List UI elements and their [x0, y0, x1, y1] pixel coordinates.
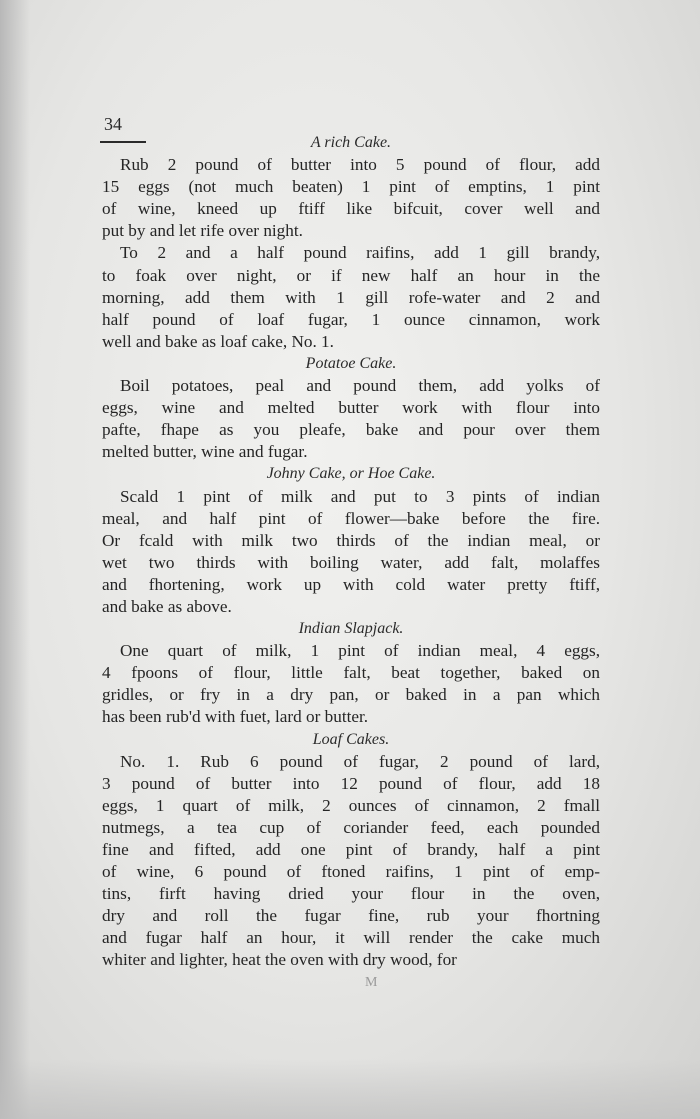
- text-line: One quart of milk, 1 pint of indian meal, 4 eggs,: [120, 641, 600, 661]
- recipe-paragraph: [102, 242, 600, 352]
- text-line: Boil potatoes, peal and pound them, add yolks of: [120, 376, 600, 396]
- text-line: Scald 1 pint of milk and put to 3 pints of indian: [120, 486, 600, 506]
- recipe-paragraph: [102, 751, 600, 972]
- text-line: put by and let rife over night.: [102, 221, 303, 241]
- text-line: tins, firft having dried your flour in the oven,: [102, 884, 600, 904]
- text-line: wet two thirds with boiling water, add falt, molaffes: [102, 552, 600, 572]
- text-line: dry and roll the fugar fine, rub your fhortning: [102, 906, 600, 926]
- text-line: fine and fifted, add one pint of brandy, half a pint: [102, 840, 600, 859]
- text-line: has been rub'd with fuet, lard or butter.: [102, 707, 369, 727]
- page-bottom-shadow: [0, 1059, 700, 1119]
- text-line: melted butter, wine and fugar.: [102, 442, 308, 462]
- page-gutter-shadow: [0, 0, 30, 1119]
- text-line: of wine, kneed up ftiff like bifcuit, cover well and: [102, 199, 600, 219]
- text-line: half pound of loaf fugar, 1 ounce cinnamon, work: [102, 309, 600, 329]
- text-line: 15 eggs (not much beaten) 1 pint of emptins, 1 pint: [102, 177, 600, 197]
- text-line: 4 fpoons of flour, little falt, beat together, baked on: [102, 663, 600, 683]
- text-line: and fugar half an hour, it will render the cake much: [102, 928, 600, 948]
- recipe-heading: Potatoe Cake.: [305, 354, 397, 372]
- recipe-text-block: [102, 132, 600, 972]
- text-line: gridles, or fry in a dry pan, or baked in a pan which: [102, 685, 600, 705]
- text-line: nutmegs, a tea cup of coriander feed, each pounded: [102, 817, 600, 837]
- recipe-paragraph: [102, 154, 600, 242]
- text-line: Or fcald with milk two thirds of the indian meal, or: [102, 530, 600, 550]
- recipe-paragraph: [102, 640, 600, 728]
- text-line: Rub 2 pound of butter into 5 pound of flour, add: [120, 155, 600, 175]
- text-line: whiter and lighter, heat the oven with dry wood, for: [102, 950, 457, 970]
- text-line: eggs, 1 quart of milk, 2 ounces of cinnamon, 2 fmall: [102, 795, 600, 815]
- page-number: 34: [104, 114, 122, 134]
- text-line: and bake as above.: [102, 596, 232, 616]
- text-line: meal, and half pint of flower—bake before the fire.: [102, 508, 600, 528]
- text-line: and fhortening, work up with cold water pretty ftiff,: [102, 574, 600, 594]
- recipe-paragraph: [102, 375, 600, 463]
- signature-mark: M: [365, 975, 378, 990]
- recipe-heading: Loaf Cakes.: [312, 730, 390, 748]
- text-line: pafte, fhape as you pleafe, bake and pour over them: [102, 420, 600, 440]
- text-line: morning, add them with 1 gill rofe-water and 2 and: [102, 287, 600, 307]
- text-line: No. 1. Rub 6 pound of fugar, 2 pound of lard,: [120, 751, 600, 771]
- recipe-heading: Indian Slapjack.: [298, 620, 404, 638]
- text-line: eggs, wine and melted butter work with flour into: [102, 398, 600, 418]
- text-line: well and bake as loaf cake, No. 1.: [102, 331, 334, 351]
- text-line: To 2 and a half pound raifins, add 1 gill brandy,: [120, 243, 600, 263]
- text-line: 3 pound of butter into 12 pound of flour, add 18: [102, 773, 600, 793]
- text-line: of wine, 6 pound of ftoned raifins, 1 pint of emp-: [102, 862, 600, 882]
- recipe-paragraph: [102, 486, 600, 619]
- text-line: to foak over night, or if new half an hour in the: [102, 265, 600, 285]
- recipe-heading: A rich Cake.: [310, 134, 392, 151]
- recipe-heading: Johny Cake, or Hoe Cake.: [266, 465, 436, 483]
